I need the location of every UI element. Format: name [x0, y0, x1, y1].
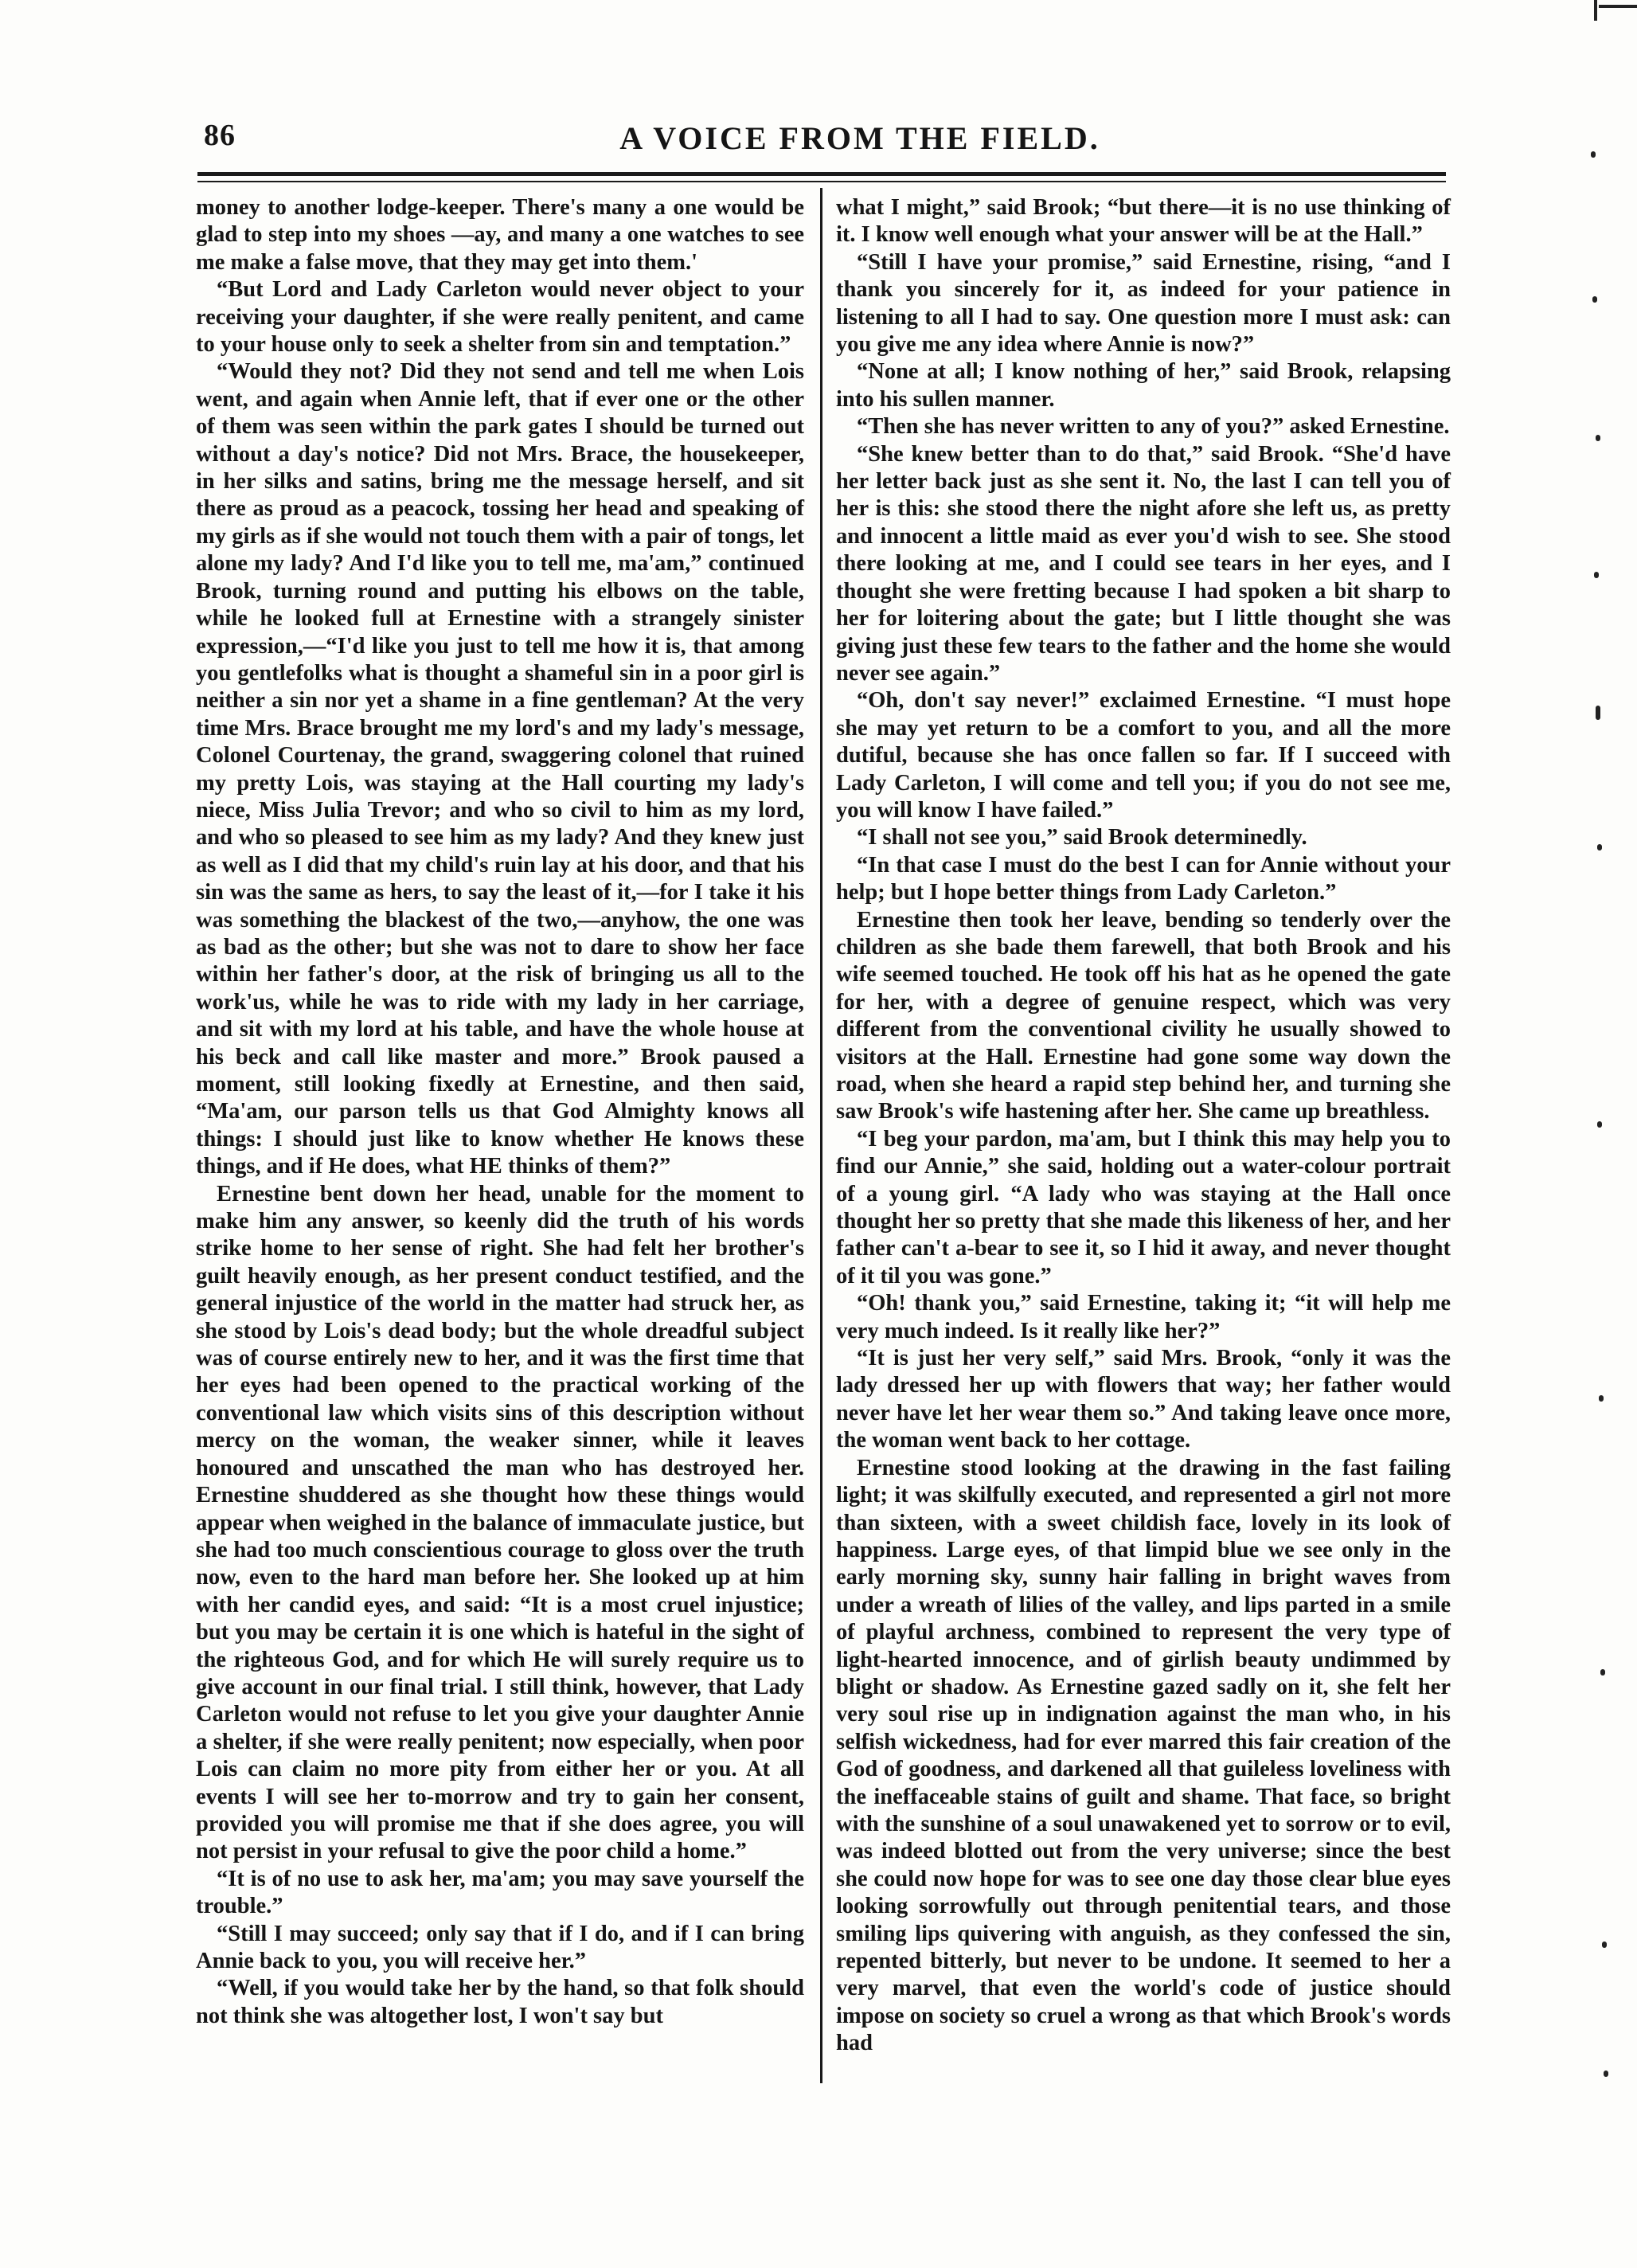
scan-speck: [1596, 435, 1600, 441]
paragraph: “But Lord and Lady Carleton would never object to your receiving your daughter, if she were really penitent, and came to your house only to seek a shelter from sin and temptation.”: [196, 277, 804, 358]
scan-speck: [1597, 1121, 1602, 1128]
header-rule-thin: [197, 181, 1446, 182]
paragraph: “It is just her very self,” said Mrs. Brook, “only it was the lady dressed her up with flowers that way; her father would never have let her wear them so.” And taking leave once more, the woman went back to her cottage.: [836, 1346, 1451, 1453]
paragraph: what I might,” said Brook; “but there—it is no use thinking of it. I know well enough what your answer will be at the Hall.”: [836, 195, 1451, 248]
paragraph: “None at all; I know nothing of her,” said Brook, relapsing into his sullen manner.: [836, 359, 1451, 412]
scan-speck: [1594, 572, 1599, 578]
paragraph: “I shall not see you,” said Brook determinedly.: [857, 825, 1307, 850]
scan-speck: [1596, 706, 1600, 720]
column-divider: [820, 188, 822, 2083]
scan-speck: [1604, 2071, 1608, 2077]
scan-speck: [1597, 844, 1602, 850]
paragraph: “Well, if you would take her by the hand, so that folk should not think she was altogether lost, I won't say but: [196, 1976, 804, 2028]
paragraph: “Then she has never written to any of you?” asked Ernestine.: [857, 414, 1450, 440]
page-number: 86: [204, 119, 236, 152]
left-text-column: [196, 194, 804, 2030]
paragraph: “Still I have your promise,” said Ernestine, rising, “and I thank you sincerely for it, as indeed for your patience in listening to all I had to say. One question more I must ask: can you give me any idea where Annie is now?”: [836, 249, 1451, 358]
paragraph: “Would they not? Did they not send and tell me when Lois went, and again when Annie left, that if ever one or the other of them was seen within the park gates I should be turned out without a day's notice? Did not Mrs. Brace, the housekeeper, in her silks and satins, bring me the message herself, and sit there as proud as a peacock, tossing her head and speaking of my girls as if she would not touch them with a pair of tongs, let alone my lady? And I'd like you to tell me, ma'am,” continued Brook, turning round and putting his elbows on the table, while he looked full at Ernestine with a strangely sinister expression,—“I'd like you just to tell me how it is, that among you gentlefolks what is thought a shameful sin in a poor girl is neither a sin nor yet a shame in a fine gentleman? At the very time Mrs. Brace brought me my lord's and my lady's message, Colonel Courtenay, the grand, swaggering colonel that ruined my pretty Lois, was staying at the Hall courting my lady's niece, Miss Julia Trevor; and who so civil to him as my lord, and who so pleased to see him as my lady? And they knew just as well as I did that my child's ruin lay at his door, and that his sin was the same as hers, to say the least of it,—for I take it his was something the blackest of the two,—anyhow, the one was as bad as the other; but she was not to dare to show her face within her father's door, at the risk of bringing us all to the work'us, while he was to ride with my lady in her carriage, and sit with my lord at his table, and have the whole house at his beck and call like master and more.” Brook paused a moment, still looking fixedly at Ernestine, and then said, “Ma'am, our parson tells us that God Almighty knows all things: I should just like to know whether He knows these things, and if He does, what HE thinks of them?”: [196, 359, 804, 1179]
scan-artifact-tick: [1594, 0, 1597, 21]
paragraph: Ernestine then took her leave, bending so tenderly over the children as she bade them farewell, that both Brook and his wife seemed touched. He took off his hat as he opened the gate for her, with a degree of genuine respect, which was very different from the conventional civility he usually showed to visitors at the Hall. Ernestine had gone some way down the road, when she heard a rapid step behind her, and turning she saw Brook's wife hastening after her. She came up breathless.: [836, 907, 1451, 1124]
right-text-column: [836, 194, 1451, 2058]
paragraph: Ernestine bent down her head, unable for the moment to make him any answer, so keenly did the truth of his words strike home to her sense of right. She had felt her brother's guilt heavily enough, as her present conduct testified, and the general injustice of the world in the matter had struck her, as she stood by Lois's dead body; but the whole dreadful subject was of course entirely new to her, and it was the first time that her eyes had been opened to the practical working of the conventional law which visits sins of this description without mercy on the woman, the weaker sinner, while it leaves honoured and unscathed the man who has destroyed her. Ernestine shuddered as she thought how these things would appear when weighed in the balance of immaculate justice, but she had too much conscientious courage to gloss over the truth now, even to the hard man before her. She looked up at him with her candid eyes, and said: “It is a most cruel injustice; but you may be certain it is one which is hateful in the sight of the righteous God, and for which He will surely require us to give account in our final trial. I still think, however, that Lady Carleton would not refuse to let you give your daughter Annie a shelter, if she were really penitent; now especially, when poor Lois can claim no more pity from either her or you. At all events I will see her to-morrow and try to gain her consent, provided you will promise me that if she does agree, you will not persist in your refusal to give the poor child a home.”: [196, 1181, 804, 1864]
paragraph: Ernestine stood looking at the drawing in the fast failing light; it was skilfully executed, and represented a girl not more than sixteen, with a sweet childish face, lovely in its look of happiness. Large eyes, of that limpid blue we see only in the early morning sky, sunny hair falling in bright waves from under a wreath of lilies of the valley, and lips parted in a smile of playful archness, combined to represent the very type of light-hearted innocence, and of girlish beauty undimmed by blight or shadow. As Ernestine gazed sadly on it, she felt her very soul rise up in indignation against the man who, in his selfish wickedness, had for ever marred this fair creation of the God of goodness, and darkened all that guileless loveliness with the ineffaceable stains of guilt and shame. That face, so bright with the sunshine of a soul unawakened yet to sorrow or to evil, was indeed blotted out from the very universe; since the best she could now hope for was to see one day those clear blue eyes looking sorrowfully out through penitential tears, and those smiling lips quivering with anguish, as they confessed the sin, repented bitterly, but never to be undone. It seemed to her a very marvel, that even the world's code of justice should impose on society so cruel a wrong as that which Brook's words had: [836, 1455, 1451, 2056]
scan-speck: [1602, 1941, 1607, 1948]
scan-speck: [1600, 1669, 1605, 1676]
scan-speck: [1592, 296, 1597, 303]
paragraph: “She knew better than to do that,” said Brook. “She'd have her letter back just as she sent it. No, the last I can tell you of her is this: she stood there the night afore she left us, as pretty and innocent a little maid as ever you'd wish to see. She stood there looking at me, and I could see tears in her eyes, and I thought she were fretting because I had spoken a bit sharp to her for loitering about the gate; but I little thought she was giving just these few tears to the father and the home she would never see again.”: [836, 441, 1451, 686]
paragraph: “Oh, don't say never!” exclaimed Ernestine. “I must hope she may yet return to be a comfort to you, and all the more dutiful, because she has once fallen so far. If I succeed with Lady Carleton, I will come and tell you; if you do not see me, you will know I have failed.”: [836, 688, 1451, 823]
paragraph: money to another lodge-keeper. There's many a one would be glad to step into my shoes —ay, and many a one watches to see me make a false move, that they may get into them.': [196, 195, 804, 275]
scan-speck: [1599, 1395, 1604, 1402]
header-rule-thick: [197, 172, 1446, 176]
paragraph: “Still I may succeed; only say that if I do, and if I can bring Annie back to you, you will receive her.”: [196, 1921, 804, 1973]
paragraph: “In that case I must do the best I can for Annie without your help; but I hope better things from Lady Carleton.”: [836, 852, 1451, 905]
scan-artifact-line: [1599, 5, 1637, 25]
running-title: A VOICE FROM THE FIELD.: [619, 120, 1100, 156]
paragraph: “It is of no use to ask her, ma'am; you may save yourself the trouble.”: [196, 1866, 804, 1919]
paragraph: “I beg your pardon, ma'am, but I think this may help you to find our Annie,” she said, holding out a water-colour portrait of a young girl. “A lady who was staying at the Hall once thought her so pretty that she made this likeness of her, and her father can't a-bear to see it, so I hid it away, and never thought of it til you was gone.”: [836, 1126, 1451, 1288]
paragraph: “Oh! thank you,” said Ernestine, taking it; “it will help me very much indeed. Is it really like her?”: [836, 1291, 1451, 1343]
scan-speck: [1591, 151, 1596, 158]
